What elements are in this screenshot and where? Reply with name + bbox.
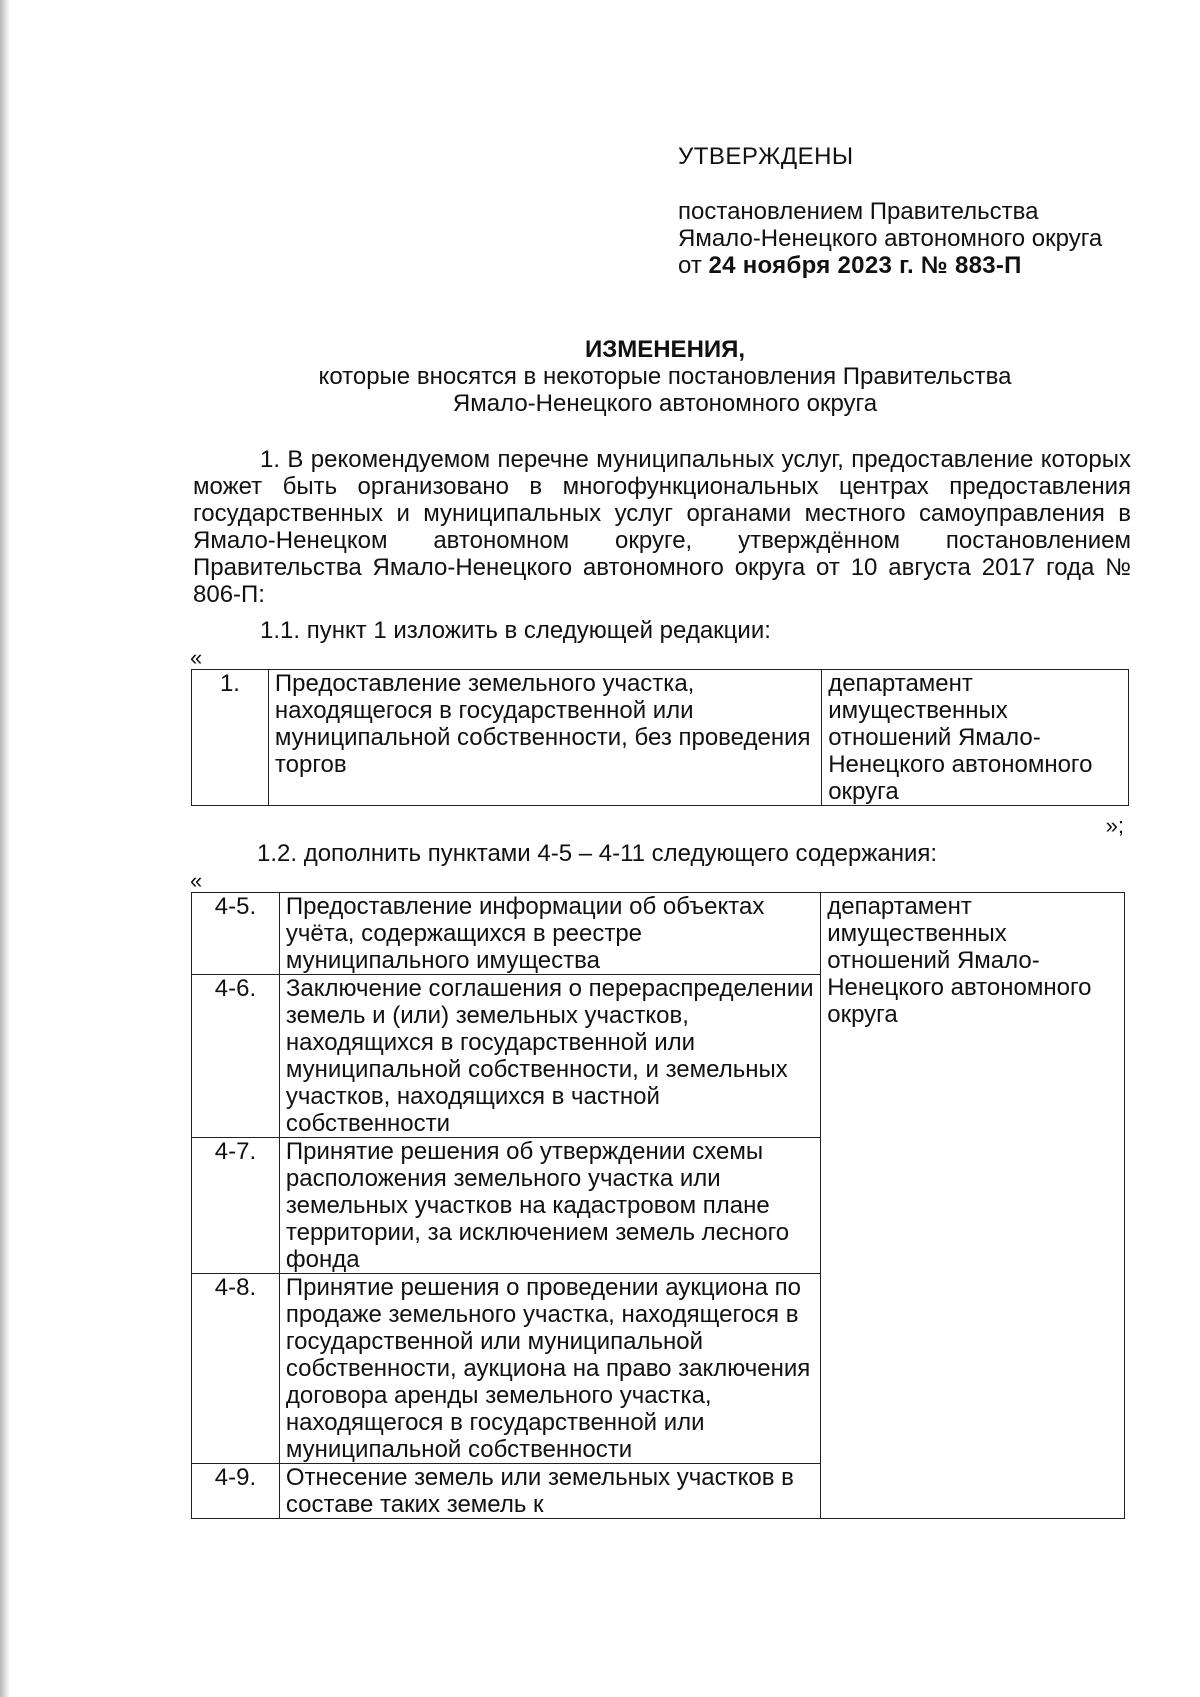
approval-date (678, 252, 1148, 279)
document-title: ИЗМЕНЕНИЯ, (584, 336, 746, 363)
approval-date-prefix: от (678, 252, 702, 279)
approved-label: УТВЕРЖДЕНЫ (678, 143, 854, 170)
table-cell-number: 1. (192, 670, 269, 806)
table-cell-service: Предоставление информации об объектах учёта, содержащихся в реестре муниципального имущества (279, 893, 820, 975)
document-heading (190, 336, 1140, 417)
document-subtitle-line: которые вносятся в некоторые постановления Правительства (318, 363, 1012, 390)
table-cell-service: Принятие решения об утверждении схемы расположения земельного участка или земельных участков на кадастровом плане территории, за исключением земель лесного фонда (279, 1138, 820, 1274)
quote-close: »; (1105, 813, 1124, 838)
intro-paragraph: 1. В рекомендуемом перечне муниципальных услуг, предоставление которых может быть организовано в многофункциональных центрах предоставления государственных и муниципальных услуг органами местного самоуправления в Ямало-Ненецком автономном округе, утверждённом постановлением Правительства Ямало-Ненецкого автономного округа от 10 августа 2017 года № 806-П: (193, 446, 1131, 608)
table-cell-number: 4-7. (192, 1138, 280, 1274)
table-1 (191, 669, 1129, 806)
document-subtitle-line: Ямало-Ненецкого автономного округа (452, 390, 878, 417)
table-cell-service: Предоставление земельного участка, находящегося в государственной или муниципальной собственности, без проведения торгов (268, 670, 821, 806)
quote-open: « (190, 868, 203, 893)
item-1-1: 1.1. пункт 1 изложить в следующей редакции: (260, 617, 771, 644)
table-cell-number: 4-5. (192, 893, 280, 975)
table-cell-number: 4-8. (192, 1274, 280, 1464)
table-row (192, 670, 1129, 806)
quote-open: « (190, 645, 203, 670)
approval-line: Ямало-Ненецкого автономного округа (678, 225, 1103, 252)
table-cell-department: департамент имущественных отношений Ямало-Ненецкого автономного округа (822, 670, 1129, 806)
scan-edge-shadow (0, 0, 10, 1697)
table-2 (191, 892, 1125, 1519)
table-cell-service: Принятие решения о проведении аукциона по продаже земельного участка, находящегося в государственной или муниципальной собственности, аукциона на право заключения договора аренды земельного участка, находящегося в государственной или муниципальной собственности (279, 1274, 820, 1464)
table-cell-service: Заключение соглашения о перераспределении земель и (или) земельных участков, находящихся в государственной или муниципальной собственности, и земельных участков, находящихся в частной собственности (279, 975, 820, 1138)
table-cell-service: Отнесение земель или земельных участков в составе таких земель к (279, 1464, 820, 1519)
approval-date-value: 24 ноября 2023 г. № 883-П (708, 252, 1022, 279)
approval-line: постановлением Правительства (678, 198, 1039, 225)
approval-block (678, 143, 1148, 279)
table-cell-number: 4-6. (192, 975, 280, 1138)
table-row (192, 893, 1125, 975)
table-cell-number: 4-9. (192, 1464, 280, 1519)
item-1-2: 1.2. дополнить пунктами 4-5 – 4-11 следующего содержания: (257, 840, 938, 867)
table-cell-department: департамент имущественных отношений Ямало-Ненецкого автономного округа (821, 893, 1125, 1519)
